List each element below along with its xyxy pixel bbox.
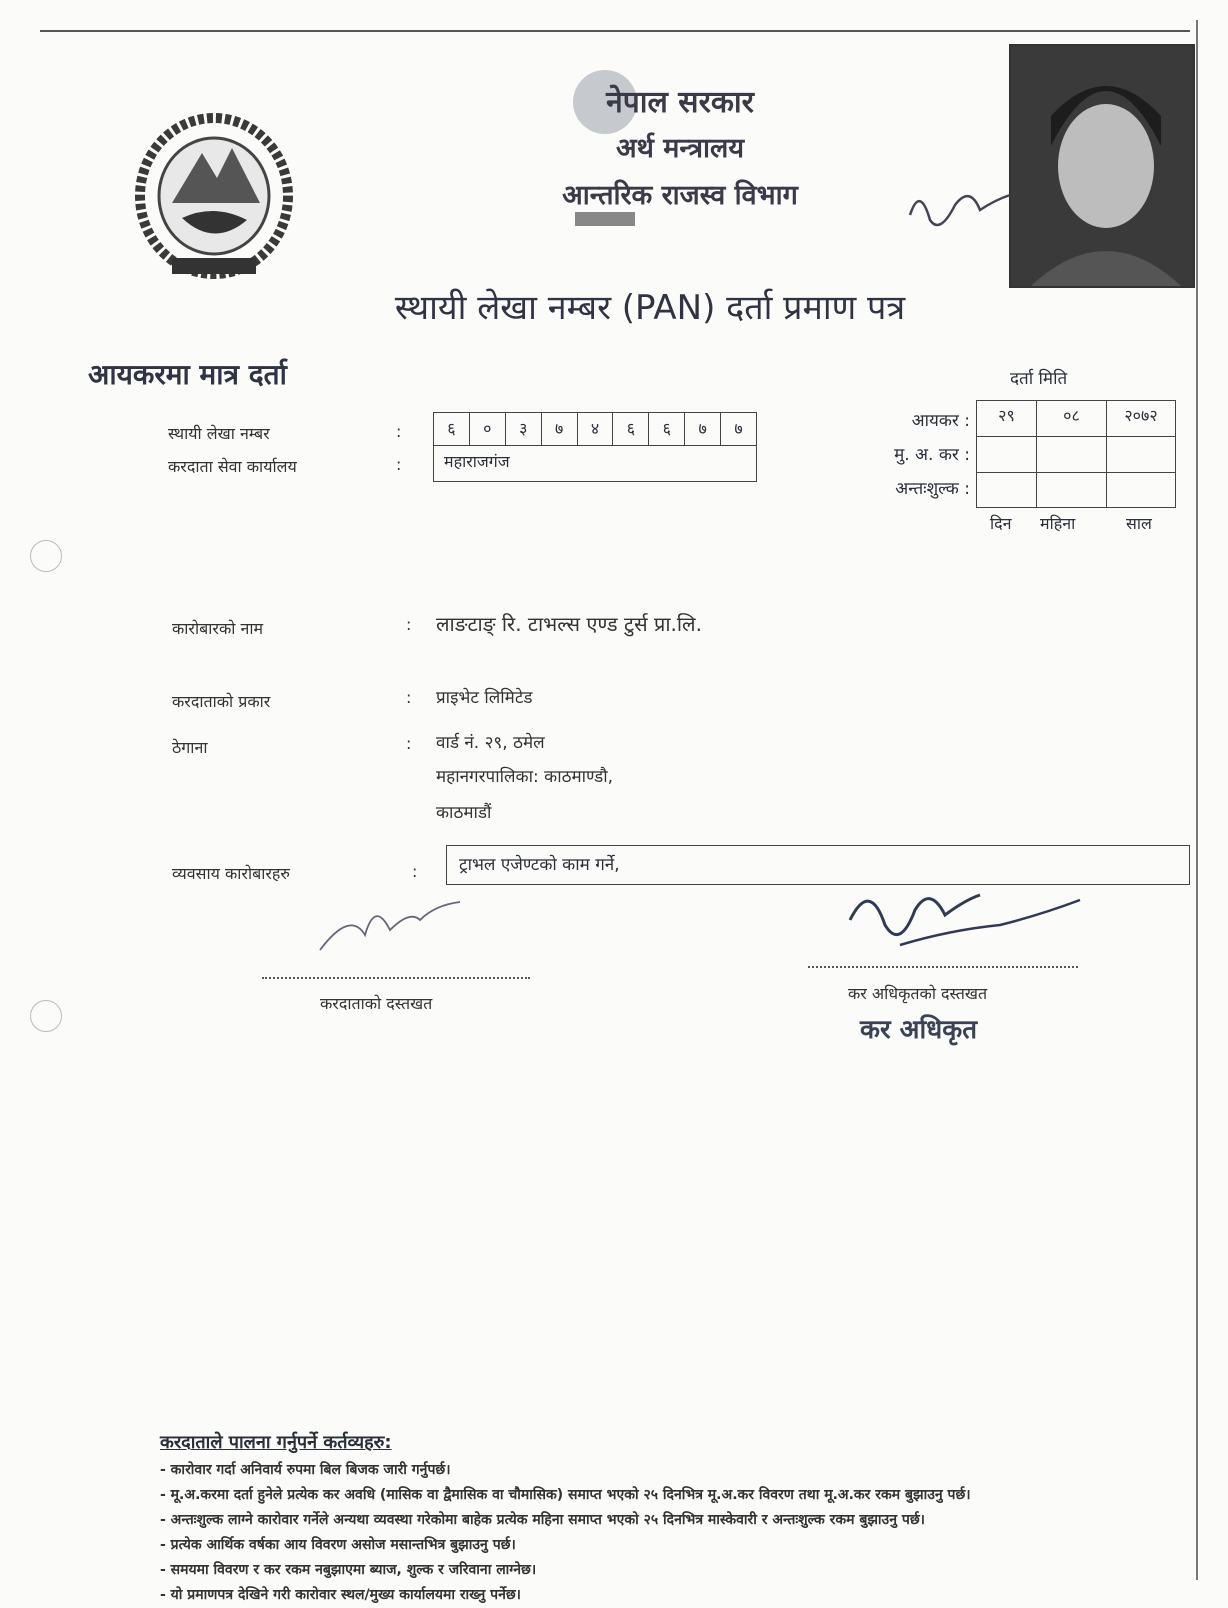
col-month: महिना	[1040, 514, 1076, 533]
officer-signature-line	[808, 966, 1078, 968]
officer-signature-top-icon	[900, 175, 1015, 245]
col-year: साल	[1126, 514, 1152, 533]
pan-colon: :	[396, 422, 402, 441]
col-day: दिन	[990, 514, 1012, 533]
date-heading: दर्ता मिति	[1010, 369, 1068, 389]
right-border-line	[1196, 20, 1198, 1580]
header-line1: नेपाल सरकार	[606, 85, 754, 120]
header-line3: आन्तरिक राजस्व विभाग	[562, 180, 798, 211]
address-colon: :	[406, 734, 412, 753]
income-tax-month: ०८	[1037, 401, 1107, 437]
excise-day	[977, 473, 1037, 507]
vat-day	[977, 437, 1037, 473]
pan-digit: ०	[470, 413, 506, 445]
header-line2: अर्थ मन्त्रालय	[615, 133, 745, 164]
duty-item: - अन्तःशुल्क लाग्ने कारोवार गर्नेले अन्यथा व्यवस्था गरेकोमा बाहेक प्रत्येक महिना समाप्त भएको २५ दिनभित्र मास्केवारी र अन्तःशुल्क रकम बुझाउनु पर्छ।	[160, 1512, 925, 1528]
vat-month	[1037, 437, 1107, 473]
vat-year	[1107, 437, 1175, 473]
address-line3: काठमाडौं	[436, 803, 492, 823]
pan-digit: ६	[649, 413, 685, 445]
taxpayer-type-label: करदाताको प्रकार	[172, 692, 271, 711]
excise-label: अन्तःशुल्क :	[895, 479, 970, 499]
duty-item: - मू.अ.करमा दर्ता हुनेले प्रत्येक कर अवधि (मासिक वा द्वैमासिक वा चौमासिक) समाप्त भएको २५ दिनभित्र मू.अ.कर विवरण तथा मू.अ.कर रकम बुझाउनु पर्छ।	[160, 1487, 971, 1503]
address-line1: वार्ड नं. २९, ठमेल	[436, 733, 545, 753]
punch-hole	[30, 540, 62, 572]
duties-heading: करदाताले पालना गर्नुपर्ने कर्तव्यहरु:	[160, 1432, 392, 1453]
taxpayer-signature-line	[262, 977, 530, 979]
registration-type: आयकरमा मात्र दर्ता	[88, 358, 287, 391]
excise-year	[1107, 473, 1175, 507]
taxpayer-signature-icon	[310, 890, 470, 960]
office-value: महाराजगंज	[433, 446, 757, 482]
office-colon: :	[396, 455, 402, 474]
officer-signature-label: कर अधिकृतको दस्तखत	[848, 984, 988, 1003]
certificate-title: स्थायी लेखा नम्बर (PAN) दर्ता प्रमाण पत्र	[394, 288, 906, 328]
pan-digit: ७	[542, 413, 578, 445]
business-name-label: कारोबारको नाम	[172, 619, 264, 638]
top-border-line	[40, 30, 1190, 32]
officer-signature-icon	[840, 870, 1090, 960]
duties-list	[160, 1458, 971, 1608]
income-tax-label: आयकर :	[911, 411, 970, 431]
income-tax-day: २९	[977, 401, 1037, 437]
duty-item: - समयमा विवरण र कर रकम नबुझाएमा ब्याज, शुल्क र जरिवाना लाग्नेछ।	[160, 1562, 537, 1578]
pan-digit: ४	[578, 413, 614, 445]
pan-digit: ७	[685, 413, 721, 445]
pan-digit: ६	[434, 413, 470, 445]
pan-number-box	[433, 412, 757, 446]
officer-stamp: कर अधिकृत	[860, 1015, 978, 1045]
business-activities-value: ट्राभल एजेण्टको काम गर्ने,	[446, 845, 1190, 885]
income-tax-year: २०७२	[1107, 401, 1175, 437]
registration-date-grid	[976, 400, 1176, 508]
applicant-photo	[1009, 44, 1195, 288]
pan-label: स्थायी लेखा नम्बर	[168, 424, 270, 443]
pan-digit: ७	[734, 419, 743, 438]
duty-item: - प्रत्येक आर्थिक वर्षका आय विवरण असोज मसान्तभित्र बुझाउनु पर्छ।	[160, 1537, 516, 1553]
pan-digit: ३	[506, 413, 542, 445]
business-activities-colon: :	[412, 862, 418, 881]
address-line2: महानगरपालिका: काठमाण्डौ,	[436, 767, 614, 787]
vat-label: मु. अ. कर :	[894, 445, 970, 465]
business-name-value: लाङटाङ् रि. टाभल्स एण्ड टुर्स प्रा.लि.	[436, 612, 702, 636]
business-name-colon: :	[406, 615, 412, 634]
office-label: करदाता सेवा कार्यालय	[168, 457, 297, 476]
business-activities-label: व्यवसाय कारोबारहरु	[172, 864, 290, 883]
government-emblem-icon	[132, 108, 297, 283]
address-label: ठेगाना	[172, 738, 208, 757]
excise-month	[1037, 473, 1107, 507]
taxpayer-signature-label: करदाताको दस्तखत	[320, 994, 433, 1013]
duty-item: - कारोवार गर्दा अनिवार्य रुपमा बिल बिजक जारी गर्नुपर्छ।	[160, 1462, 451, 1478]
taxpayer-type-colon: :	[406, 688, 412, 707]
taxpayer-type-value: प्राइभेट लिमिटेड	[436, 688, 533, 708]
duty-item: - यो प्रमाणपत्र देखिने गरी कारोवार स्थल/मुख्य कार्यालयमा राख्नु पर्नेछ।	[160, 1587, 521, 1603]
pan-digit: ६	[613, 413, 649, 445]
punch-hole	[30, 1000, 62, 1032]
